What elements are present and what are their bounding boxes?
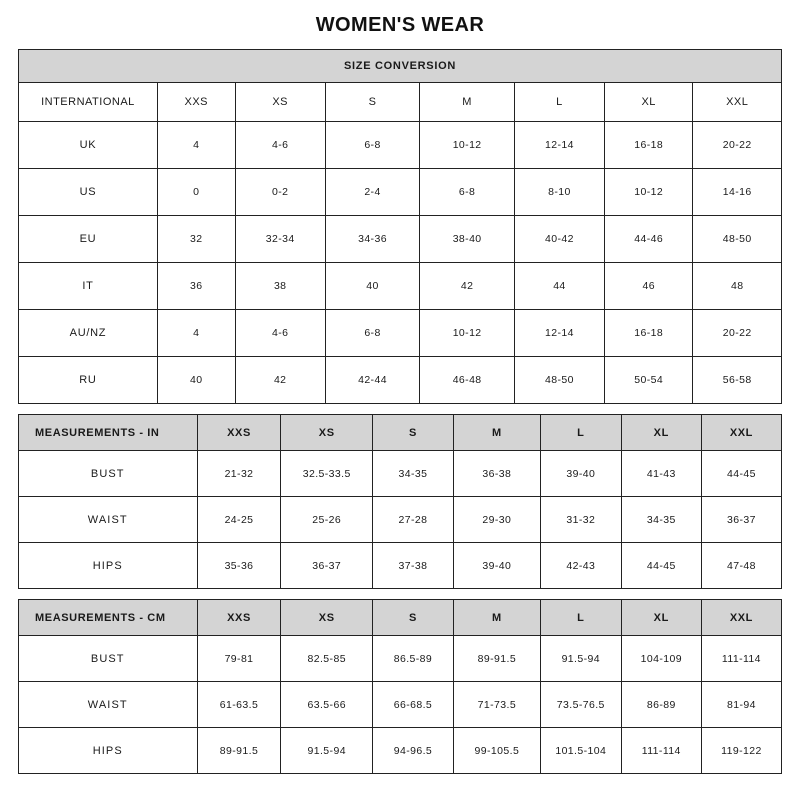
cell: 27-28 [373,497,454,543]
measurements-in-header-cell: XXS [197,415,281,451]
row-label: WAIST [19,682,198,728]
cell: 37-38 [373,543,454,589]
table-row [19,451,782,497]
cell: 6-8 [420,169,515,216]
cell: 99-105.5 [453,728,540,774]
cell: 44-45 [701,451,781,497]
measurements-cm-header-row [19,600,782,636]
conversion-header-cell: M [420,83,515,122]
row-label: IT [19,263,158,310]
cell: 81-94 [701,682,781,728]
conversion-header-cell: L [514,83,604,122]
cell: 36 [157,263,235,310]
measurements-in-header-cell: XXL [701,415,781,451]
cell: 40-42 [514,216,604,263]
cell: 32 [157,216,235,263]
row-label: HIPS [19,543,198,589]
conversion-header-cell: XL [604,83,693,122]
size-conversion-banner-row [19,50,782,83]
cell: 16-18 [604,310,693,357]
cell: 10-12 [604,169,693,216]
row-label: BUST [19,451,198,497]
table-row [19,497,782,543]
cell: 91.5-94 [540,636,621,682]
row-label: RU [19,357,158,404]
table-row [19,636,782,682]
row-label: US [19,169,158,216]
cell: 63.5-66 [281,682,373,728]
measurements-cm-header-cell: XXL [701,600,781,636]
cell: 8-10 [514,169,604,216]
cell: 66-68.5 [373,682,454,728]
cell: 41-43 [621,451,701,497]
cell: 47-48 [701,543,781,589]
cell: 91.5-94 [281,728,373,774]
cell: 44-46 [604,216,693,263]
table-row [19,310,782,357]
cell: 48-50 [693,216,782,263]
table-row [19,122,782,169]
cell: 4 [157,310,235,357]
cell: 94-96.5 [373,728,454,774]
size-conversion-banner: SIZE CONVERSION [19,50,782,83]
cell: 61-63.5 [197,682,281,728]
cell: 4 [157,122,235,169]
cell: 36-37 [281,543,373,589]
cell: 36-37 [701,497,781,543]
cell: 38-40 [420,216,515,263]
cell: 12-14 [514,310,604,357]
cell: 32.5-33.5 [281,451,373,497]
cell: 42 [420,263,515,310]
cell: 86.5-89 [373,636,454,682]
cell: 29-30 [453,497,540,543]
cell: 119-122 [701,728,781,774]
measurements-cm-header-cell: M [453,600,540,636]
measurements-in-title: MEASUREMENTS - IN [19,415,198,451]
table-row [19,169,782,216]
cell: 82.5-85 [281,636,373,682]
measurements-cm-header-cell: L [540,600,621,636]
cell: 111-114 [621,728,701,774]
row-label: EU [19,216,158,263]
cell: 31-32 [540,497,621,543]
conversion-header-cell: XXS [157,83,235,122]
cell: 40 [157,357,235,404]
cell: 50-54 [604,357,693,404]
cell: 40 [325,263,420,310]
row-label: WAIST [19,497,198,543]
cell: 56-58 [693,357,782,404]
row-label: UK [19,122,158,169]
cell: 42-43 [540,543,621,589]
table-row [19,357,782,404]
measurements-cm-table [18,599,782,774]
table-row [19,728,782,774]
measurements-in-header-row [19,415,782,451]
cell: 10-12 [420,122,515,169]
cell: 44 [514,263,604,310]
row-label: AU/NZ [19,310,158,357]
cell: 35-36 [197,543,281,589]
measurements-cm-header-cell: XXS [197,600,281,636]
measurements-in-header-cell: XL [621,415,701,451]
cell: 44-45 [621,543,701,589]
cell: 101.5-104 [540,728,621,774]
cell: 34-35 [373,451,454,497]
cell: 6-8 [325,122,420,169]
cell: 46 [604,263,693,310]
cell: 39-40 [540,451,621,497]
cell: 86-89 [621,682,701,728]
cell: 4-6 [235,310,325,357]
cell: 48-50 [514,357,604,404]
cell: 6-8 [325,310,420,357]
row-label: HIPS [19,728,198,774]
cell: 32-34 [235,216,325,263]
measurements-cm-title: MEASUREMENTS - CM [19,600,198,636]
cell: 25-26 [281,497,373,543]
cell: 20-22 [693,310,782,357]
cell: 42-44 [325,357,420,404]
cell: 20-22 [693,122,782,169]
table-row [19,263,782,310]
cell: 2-4 [325,169,420,216]
conversion-header-cell: INTERNATIONAL [19,83,158,122]
cell: 79-81 [197,636,281,682]
cell: 34-36 [325,216,420,263]
conversion-header-row [19,83,782,122]
row-label: BUST [19,636,198,682]
cell: 34-35 [621,497,701,543]
table-spacer [18,589,782,599]
cell: 10-12 [420,310,515,357]
cell: 89-91.5 [197,728,281,774]
cell: 38 [235,263,325,310]
cell: 36-38 [453,451,540,497]
cell: 0-2 [235,169,325,216]
cell: 4-6 [235,122,325,169]
table-row [19,543,782,589]
measurements-in-header-cell: XS [281,415,373,451]
cell: 24-25 [197,497,281,543]
cell: 14-16 [693,169,782,216]
measurements-cm-header-cell: S [373,600,454,636]
cell: 71-73.5 [453,682,540,728]
conversion-header-cell: XXL [693,83,782,122]
cell: 42 [235,357,325,404]
cell: 21-32 [197,451,281,497]
cell: 111-114 [701,636,781,682]
table-spacer [18,404,782,414]
measurements-in-header-cell: M [453,415,540,451]
cell: 12-14 [514,122,604,169]
cell: 89-91.5 [453,636,540,682]
cell: 0 [157,169,235,216]
cell: 104-109 [621,636,701,682]
measurements-inches-table [18,414,782,589]
measurements-cm-header-cell: XS [281,600,373,636]
cell: 48 [693,263,782,310]
measurements-cm-header-cell: XL [621,600,701,636]
table-row [19,682,782,728]
cell: 46-48 [420,357,515,404]
measurements-in-header-cell: L [540,415,621,451]
cell: 73.5-76.5 [540,682,621,728]
conversion-header-cell: XS [235,83,325,122]
table-row [19,216,782,263]
page-title: WOMEN'S WEAR [315,14,485,36]
size-conversion-table [18,49,782,404]
conversion-header-cell: S [325,83,420,122]
measurements-in-header-cell: S [373,415,454,451]
cell: 39-40 [453,543,540,589]
cell: 16-18 [604,122,693,169]
